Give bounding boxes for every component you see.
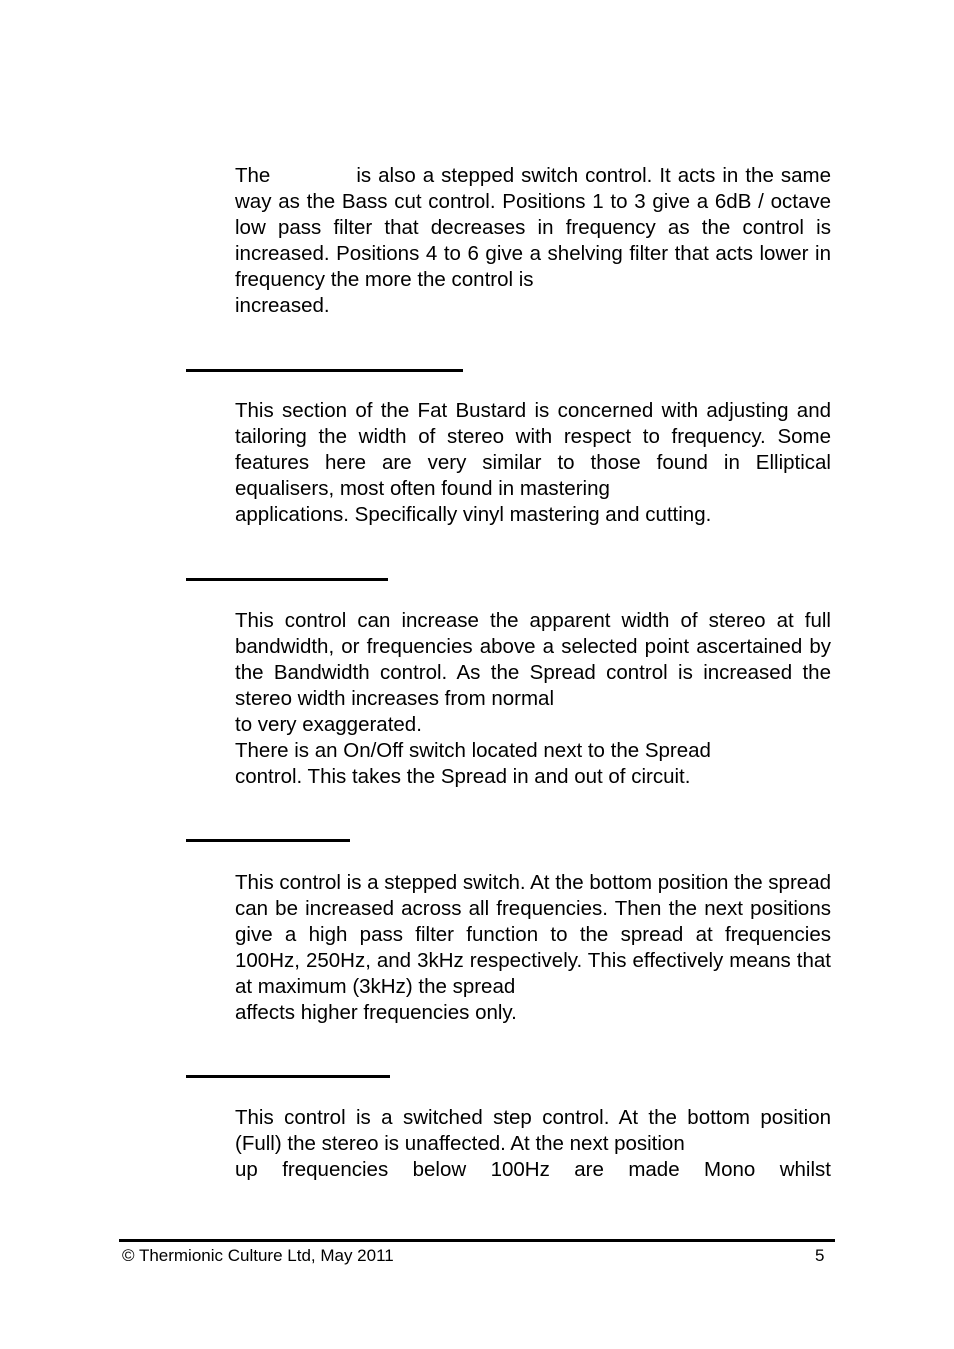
- paragraph-text: This control is a switched step control. At the bottom position (Full) the stereo is unaffected. At the next position: [235, 1106, 831, 1155]
- treble-cut-paragraph: [235, 163, 831, 319]
- paragraph-text: This control can increase the apparent width of stereo at full bandwidth, or frequencies above a selected point ascertained by the Bandwidth control. As the Spread control is increased the stereo width increases from normal: [235, 609, 831, 710]
- footer-rule: [119, 1239, 835, 1242]
- bandwidth-paragraph: [235, 870, 831, 1026]
- paragraph-last-line: up frequencies below 100Hz are made Mono whilst: [235, 1158, 831, 1181]
- section-heading-underline: [186, 369, 463, 372]
- paragraph-last-line: applications. Specifically vinyl mastering and cutting.: [235, 503, 712, 526]
- mono-bass-heading-underline: [186, 1075, 390, 1078]
- bandwidth-heading-underline: [186, 839, 350, 842]
- mono-bass-paragraph: [235, 1105, 831, 1183]
- paragraph-text-2: There is an On/Off switch located next to the Spread: [235, 739, 711, 762]
- spread-heading-underline: [186, 578, 388, 581]
- paragraph-last-line: to very exaggerated.: [235, 713, 422, 736]
- paragraph-last-line-2: control. This takes the Spread in and out of circuit.: [235, 765, 691, 788]
- stereo-section-paragraph: [235, 398, 831, 528]
- paragraph-text: This section of the Fat Bustard is concerned with adjusting and tailoring the width of stereo with respect to frequency. Some features here are very similar to those found in Elliptical equalisers, most often found in mastering: [235, 399, 831, 500]
- paragraph-text: is also a stepped switch control. It acts in the same way as the Bass cut control. Positions 1 to 3 give a 6dB / octave low pass filter that decreases in frequency as the control is increased. Positions 4 to 6 give a shelving filter that acts lower in frequency the more the control is: [235, 164, 831, 291]
- paragraph-start-text: The: [235, 164, 271, 187]
- footer-copyright: © Thermionic Culture Ltd, May 2011: [122, 1246, 394, 1265]
- paragraph-text: This control is a stepped switch. At the bottom position the spread can be increased across all frequencies. Then the next positions give a high pass filter function to the spread at frequencies 100Hz, 250Hz, and 3kHz respectively. This effectively means that at maximum (3kHz) the spread: [235, 871, 831, 998]
- spread-paragraph: [235, 608, 831, 790]
- page-number: 5: [815, 1246, 825, 1265]
- paragraph-last-line: affects higher frequencies only.: [235, 1001, 517, 1024]
- paragraph-last-line: increased.: [235, 294, 330, 317]
